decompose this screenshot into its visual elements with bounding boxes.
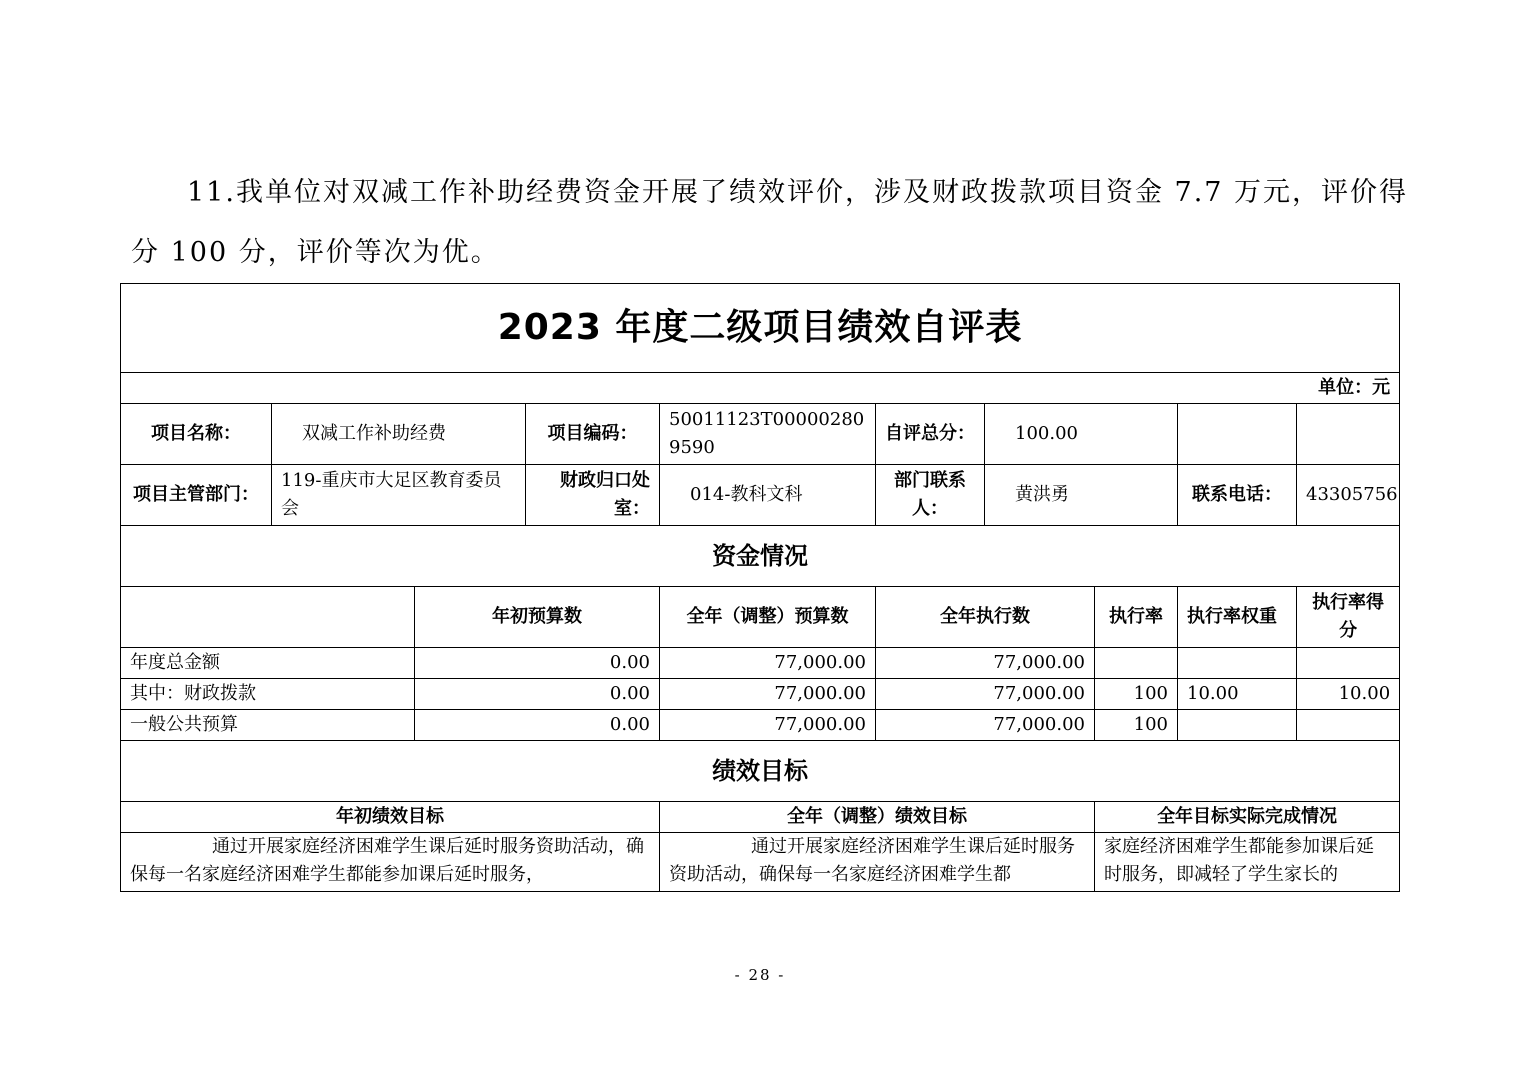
dept-value: 119-重庆市大足区教育委员会 — [272, 465, 526, 526]
initial-goal-text — [121, 833, 660, 892]
intro-line-2: 分 100 分，评价等次为优。 — [131, 237, 500, 268]
dept-label: 项目主管部门： — [121, 465, 272, 526]
project-name-label: 项目名称： — [121, 404, 272, 465]
goals-header-adjusted: 全年（调整）绩效目标 — [660, 802, 1095, 833]
adjusted-goal-content: 通过开展家庭经济困难学生课后延时服务资助活动，确保每一名家庭经济困难学生都 — [669, 836, 1075, 885]
intro-line-1: 11.我单位对双减工作补助经费资金开展了绩效评价，涉及财政拨款项目资金 7.7 万元，评价得 — [187, 177, 1409, 208]
actual-completion-text: 家庭经济困难学生都能参加课后延时服务，即减轻了学生家长的 — [1095, 833, 1400, 892]
contact-label: 部门联系人： — [876, 465, 985, 526]
funds-header-rate: 执行率 — [1095, 587, 1178, 648]
phone-label: 联系电话： — [1178, 465, 1297, 526]
row-label: 一般公共预算 — [121, 710, 415, 741]
adjusted-budget: 77,000.00 — [660, 710, 876, 741]
page-number: - 28 - — [734, 966, 786, 984]
adjusted-goal-text — [660, 833, 1095, 892]
project-name-value: 双减工作补助经费 — [272, 404, 526, 465]
rate-weight — [1178, 710, 1297, 741]
goals-section-title: 绩效目标 — [121, 741, 1400, 802]
table-row — [121, 648, 1400, 679]
self-score-label: 自评总分： — [876, 404, 985, 465]
funds-header-adjusted: 全年（调整）预算数 — [660, 587, 876, 648]
self-score-value: 100.00 — [985, 404, 1178, 465]
phone-value: 43305756 — [1297, 465, 1400, 526]
rate-weight: 10.00 — [1178, 679, 1297, 710]
finance-office-value: 014-教科文科 — [660, 465, 876, 526]
funds-header-empty — [121, 587, 415, 648]
table-title: 2023 年度二级项目绩效自评表 — [121, 284, 1400, 373]
executed-amount: 77,000.00 — [876, 710, 1095, 741]
execution-rate: 100 — [1095, 710, 1178, 741]
execution-rate — [1095, 648, 1178, 679]
rate-score — [1297, 710, 1400, 741]
initial-budget: 0.00 — [415, 679, 660, 710]
performance-self-evaluation-table — [120, 283, 1400, 892]
project-code-value: 50011123T000002809590 — [660, 404, 876, 465]
rate-score: 10.00 — [1297, 679, 1400, 710]
executed-amount: 77,000.00 — [876, 679, 1095, 710]
funds-header-weight: 执行率权重 — [1178, 587, 1297, 648]
funds-header-initial: 年初预算数 — [415, 587, 660, 648]
goals-header-actual: 全年目标实际完成情况 — [1095, 802, 1400, 833]
row-label: 其中：财政拨款 — [121, 679, 415, 710]
initial-budget: 0.00 — [415, 648, 660, 679]
finance-office-label: 财政归口处室： — [526, 465, 660, 526]
table-row — [121, 679, 1400, 710]
rate-weight — [1178, 648, 1297, 679]
funds-header-executed: 全年执行数 — [876, 587, 1095, 648]
unit-label: 单位：元 — [121, 373, 1400, 404]
funds-header-score: 执行率得分 — [1297, 587, 1400, 648]
contact-value: 黄洪勇 — [985, 465, 1178, 526]
executed-amount: 77,000.00 — [876, 648, 1095, 679]
intro-paragraph — [131, 163, 1409, 283]
rate-score — [1297, 648, 1400, 679]
adjusted-budget: 77,000.00 — [660, 679, 876, 710]
initial-budget: 0.00 — [415, 710, 660, 741]
goals-header-initial: 年初绩效目标 — [121, 802, 660, 833]
funds-section-title: 资金情况 — [121, 526, 1400, 587]
project-code-label: 项目编码： — [526, 404, 660, 465]
adjusted-budget: 77,000.00 — [660, 648, 876, 679]
execution-rate: 100 — [1095, 679, 1178, 710]
row-label: 年度总金额 — [121, 648, 415, 679]
table-row — [121, 710, 1400, 741]
initial-goal-content: 通过开展家庭经济困难学生课后延时服务资助活动，确保每一名家庭经济困难学生都能参加课后延时服务， — [130, 836, 644, 885]
empty-cell — [1297, 404, 1400, 465]
empty-cell — [1178, 404, 1297, 465]
